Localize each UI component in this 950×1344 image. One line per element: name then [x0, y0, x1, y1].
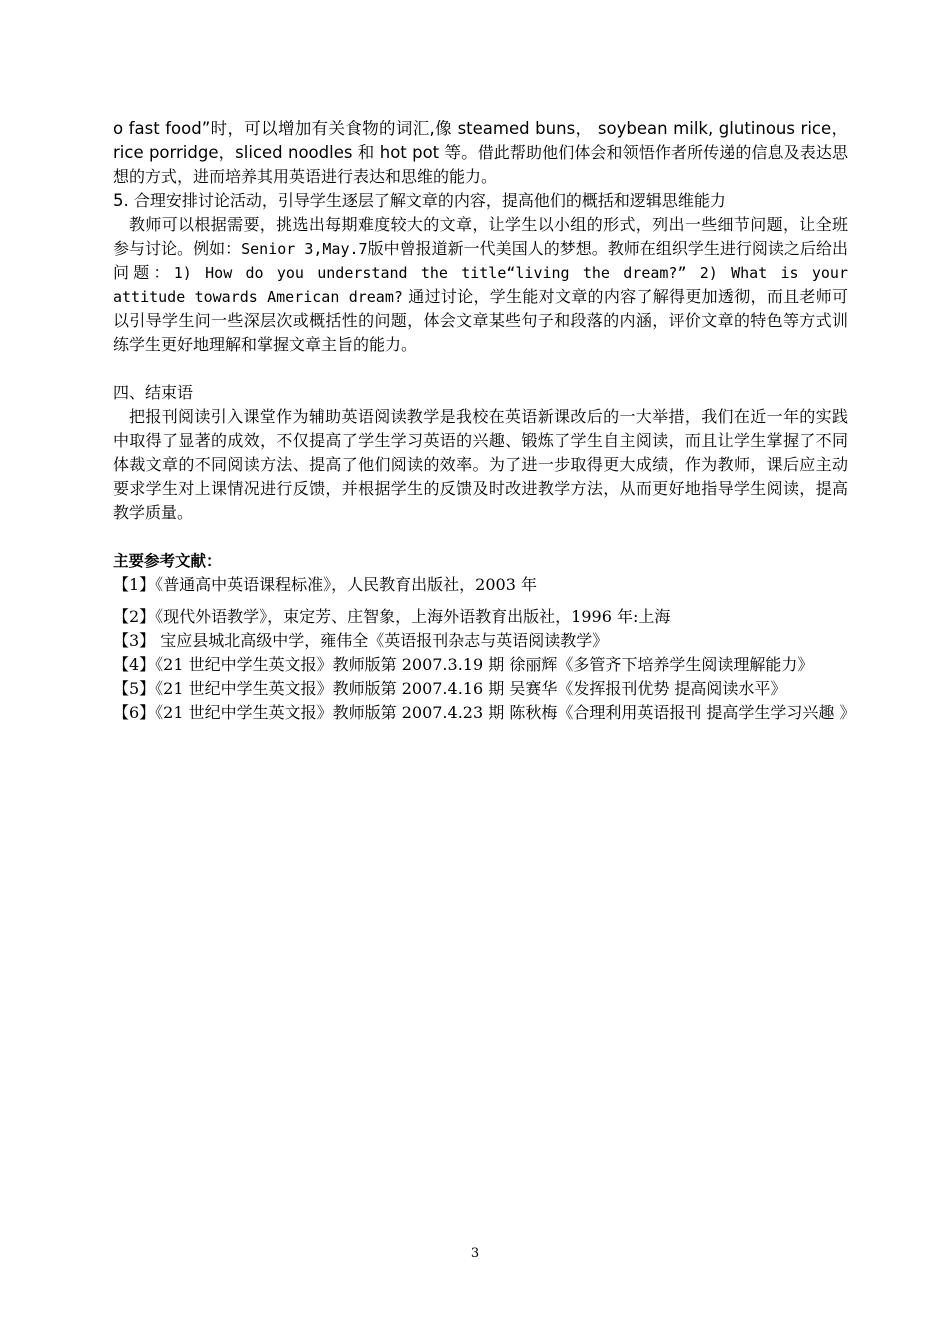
reference-item: 【4】《21 世纪中学生英文报》教师版第 2007.3.19 期 徐丽辉《多管齐下培养学生阅读理解能力》 [113, 655, 814, 674]
issue-reference: Senior 3,May.7 [241, 240, 368, 258]
spacer [113, 525, 848, 549]
spacer [113, 357, 848, 381]
reference-item: 【2】《现代外语教学》，束定芳、庄智象，上海外语教育出版社，1996 年:上海 [113, 607, 671, 626]
reference-item: 【1】《普通高中英语课程标准》，人民教育出版社，2003 年 [113, 575, 537, 594]
reference-item: 【3】 宝应县城北高级中学，雍伟全《英语报刊杂志与英语阅读教学》 [113, 631, 609, 650]
item-number: 5. [113, 191, 129, 210]
discussion-questions: 1) How do you understand the title“living the dream?” 2) What is your attitude towards American dream? [113, 264, 848, 306]
reference-item: 【6】《21 世纪中学生英文报》教师版第 2007.4.23 期 陈秋梅《合理利用英语报刊 提高学生学习兴趣 》 [113, 703, 856, 722]
discussion-text-1: 教师可以根据需要，挑选出每期难度较大的文章，让学生以小组的形式，列出一些细节问题，让全班参与讨论。例如： [113, 215, 848, 258]
food-vocabulary-text: o fast food”时，可以增加有关食物的词汇,像 steamed buns， soybean milk, glutinous rice，rice porridge，sliced noodles 和 hot pot 等。 [113, 119, 848, 162]
section-heading-conclusion: 四、结束语 [113, 383, 194, 402]
paragraph-continuation: 借此帮助他们体会和领悟作者所传递的信息及表达思想的方式，进而培养其用英语进行表达和思维的能力。 [113, 143, 848, 186]
paragraph-conclusion: 把报刊阅读引入课堂作为辅助英语阅读教学是我校在英语新课改后的一大举措，我们在近一年的实践中取得了显著的成效，不仅提高了学生学习英语的兴趣、锻炼了学生自主阅读，而且让学生掌握了不同体裁文章的不同阅读方法、提高了他们阅读的效率。为了进一步取得更大成绩，作为教师，课后应主动要求学生对上课情况进行反馈，并根据学生的反馈及时改进教学方法，从而更好地指导学生阅读，提高教学质量。 [113, 407, 848, 522]
discussion-text-3: 通过讨论，学生能对文章的内容了解得更加透彻，而且老师可以引导学生问一些深层次或概括性的问题，体会文章某些句子和段落的内涵，评价文章的特色等方式训练学生更好地理解和掌握文章主旨的能力。 [113, 287, 849, 354]
document-body [113, 117, 856, 725]
paragraph-food-vocabulary [113, 117, 848, 189]
paragraph-discussion-body [113, 213, 848, 357]
item-heading-text: 合理安排讨论活动，引导学生逐层了解文章的内容，提高他们的概括和逻辑思维能力 [128, 191, 726, 210]
paragraph-discussion-heading [113, 189, 848, 213]
discussion-text-2: 版中曾报道新一代美国人的梦想。教师在组织学生进行阅读之后给出问题： [113, 239, 848, 282]
page-number: 3 [470, 1246, 480, 1261]
references-title: 主要参考文献： [113, 552, 222, 570]
reference-item: 【5】《21 世纪中学生英文报》教师版第 2007.4.16 期 吴赛华《发挥报刊优势 提高阅读水平》 [113, 679, 787, 698]
